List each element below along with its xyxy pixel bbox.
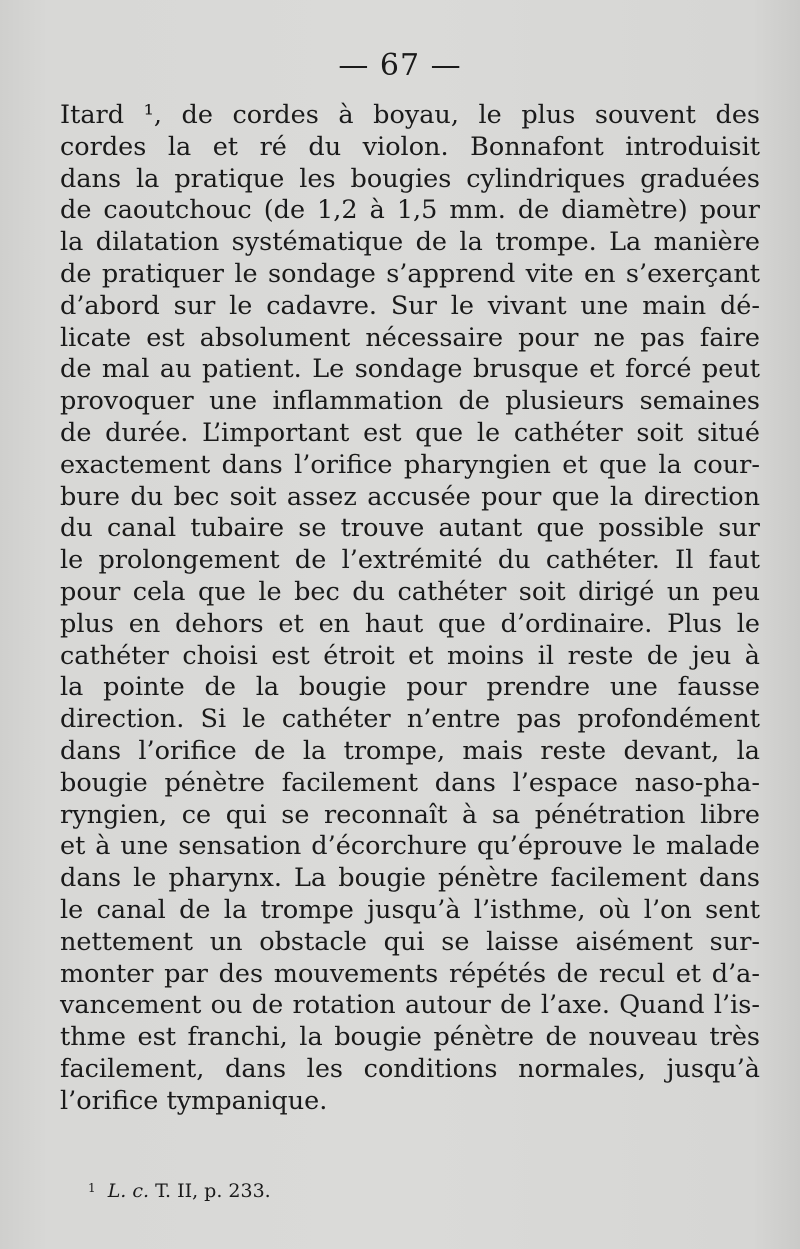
text-line: l’orifice tympanique. (60, 1085, 328, 1116)
text-line: d’abord sur le cadavre. Sur le vivant une main dé- (60, 290, 760, 321)
text-line: le canal de la trompe jusqu’à l’isthme, où l’on sent (60, 894, 760, 925)
text-line: de pratiquer le sondage s’apprend vite en s’exerçant (60, 258, 760, 289)
text-line: exactement dans l’orifice pharyngien et que la cour- (60, 449, 760, 480)
text-line: monter par des mouvements répétés de recul et d’a- (60, 958, 760, 989)
text-line: la dilatation systématique de la trompe. La manière (60, 227, 760, 258)
text-line: de caoutchouc (de 1,2 à 1,5 mm. de diamètre) pour (60, 195, 760, 226)
text-line: Itard ¹, de cordes à boyau, le plus souvent des (60, 100, 760, 130)
text-line: de mal au patient. Le sondage brusque et forcé peut (60, 354, 760, 385)
text-line: nettement un obstacle qui se laisse aisément sur- (60, 926, 760, 957)
text-line: provoquer une inflammation de plusieurs semaines (60, 386, 760, 417)
body-text (60, 100, 760, 1118)
text-line: dans le pharynx. La bougie pénètre facilement dans (60, 863, 760, 894)
text-line: licate est absolument nécessaire pour ne pas faire (60, 322, 760, 353)
page-number: — 67 — (338, 48, 462, 83)
text-line: dans la pratique les bougies cylindriques graduées (60, 163, 760, 194)
footnote-marker: 1 (88, 1181, 96, 1195)
footnote-text: T. II, p. 233. (155, 1180, 271, 1202)
text-line: de durée. L’important est que le cathéter soit situé (60, 417, 760, 448)
text-line: vancement ou de rotation autour de l’axe. Quand l’is- (60, 990, 760, 1021)
text-line: pour cela que le bec du cathéter soit dirigé un peu (60, 576, 760, 607)
text-line: bure du bec soit assez accusée pour que la direction (60, 481, 760, 512)
text-line: ryngien, ce qui se reconnaît à sa pénétration libre (60, 799, 760, 830)
text-line: et à une sensation d’écorchure qu’éprouve le malade (60, 831, 760, 862)
text-line: cathéter choisi est étroit et moins il reste de jeu à (60, 640, 760, 671)
footnote (88, 1180, 271, 1202)
text-line: cordes la et ré du violon. Bonnafont introduisit (60, 131, 760, 162)
text-line: le prolongement de l’extrémité du cathéter. Il faut (60, 545, 760, 576)
text-line: plus en dehors et en haut que d’ordinaire. Plus le (60, 608, 760, 639)
text-line: thme est franchi, la bougie pénètre de nouveau très (60, 1022, 760, 1053)
footnote-reference: L. c. (107, 1180, 150, 1202)
text-line: direction. Si le cathéter n’entre pas profondément (60, 704, 760, 735)
text-line: la pointe de la bougie pour prendre une fausse (60, 672, 760, 703)
text-line: dans l’orifice de la trompe, mais reste devant, la (60, 735, 760, 766)
text-line: du canal tubaire se trouve autant que possible sur (60, 513, 760, 544)
text-line: facilement, dans les conditions normales, jusqu’à (60, 1053, 760, 1084)
text-line: bougie pénètre facilement dans l’espace naso-pha- (60, 767, 760, 798)
